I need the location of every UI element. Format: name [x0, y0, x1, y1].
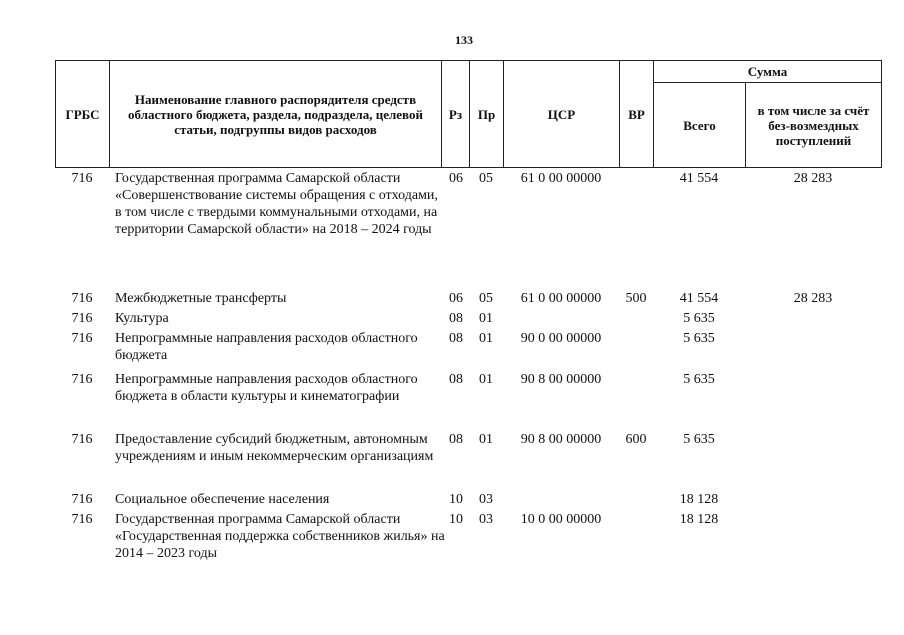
page-number: 133 [455, 33, 473, 47]
cell-grbs: 716 [71, 492, 93, 507]
cell-rz: 06 [449, 171, 463, 186]
cell-grbs: 716 [71, 331, 93, 346]
cell-pr: 05 [479, 171, 493, 186]
cell-name: Межбюджетные трансферты [115, 291, 287, 306]
cell-csr: 90 8 00 00000 [520, 432, 602, 447]
cell-rz: 08 [449, 331, 463, 346]
cell-csr: 61 0 00 00000 [520, 171, 602, 186]
cell-pr: 05 [479, 291, 493, 306]
header-vr: ВР [620, 61, 654, 168]
cell-total: 5 635 [683, 432, 715, 447]
cell-grbs: 716 [71, 372, 93, 387]
cell-name: Непрограммные направления расходов областного бюджета в области культуры и кинематографии [115, 372, 418, 404]
cell-name: Государственная программа Самарской области «Совершенствование системы обращения с отходами, в том числе с твердыми коммунальными отходами, на территории Самарской области» на 2018 – 2024 годы [115, 171, 438, 237]
cell-pr: 03 [479, 512, 493, 527]
cell-total: 5 635 [683, 311, 715, 326]
cell-name: Предоставление субсидий бюджетным, автономным учреждениям и иным некоммерческим организациям [115, 432, 434, 464]
cell-rz: 10 [449, 492, 463, 507]
cell-rz: 06 [449, 291, 463, 306]
cell-grbs: 716 [71, 311, 93, 326]
cell-pr: 03 [479, 492, 493, 507]
header-grbs: ГРБС [56, 61, 110, 168]
cell-total: 5 635 [683, 331, 715, 346]
cell-name: Непрограммные направления расходов областного бюджета [115, 331, 418, 363]
cell-rz: 08 [449, 311, 463, 326]
cell-pr: 01 [479, 331, 493, 346]
header-pr: Пр [470, 61, 504, 168]
cell-rz: 08 [449, 372, 463, 387]
cell-pr: 01 [479, 311, 493, 326]
cell-csr: 90 0 00 00000 [520, 331, 602, 346]
header-free: в том числе за счёт без-возмездных поступлений [746, 83, 882, 168]
cell-csr: 61 0 00 00000 [520, 291, 602, 306]
cell-grbs: 716 [71, 291, 93, 306]
header-total: Всего [654, 83, 746, 168]
cell-grbs: 716 [71, 171, 93, 186]
cell-name: Социальное обеспечение населения [115, 492, 330, 507]
cell-free: 28 283 [793, 171, 833, 186]
cell-total: 41 554 [679, 291, 719, 306]
cell-csr: 90 8 00 00000 [520, 372, 602, 387]
header-name: Наименование главного распорядителя средств областного бюджета, раздела, подраздела, целевой статьи, подгруппы видов расходов [110, 61, 442, 168]
cell-pr: 01 [479, 372, 493, 387]
header-csr: ЦСР [504, 61, 620, 168]
cell-total: 41 554 [679, 171, 719, 186]
cell-rz: 08 [449, 432, 463, 447]
header-rz: Рз [442, 61, 470, 168]
cell-pr: 01 [479, 432, 493, 447]
table-header [55, 60, 882, 168]
cell-total: 5 635 [683, 372, 715, 387]
cell-grbs: 716 [71, 512, 93, 527]
cell-vr: 500 [625, 291, 647, 306]
header-sum: Сумма [654, 61, 882, 83]
cell-name: Культура [115, 311, 169, 326]
cell-rz: 10 [449, 512, 463, 527]
cell-free: 28 283 [793, 291, 833, 306]
cell-vr: 600 [625, 432, 647, 447]
cell-grbs: 716 [71, 432, 93, 447]
cell-total: 18 128 [679, 512, 719, 527]
cell-name: Государственная программа Самарской области «Государственная поддержка собственников жилья» на 2014 – 2023 годы [115, 512, 445, 561]
cell-csr: 10 0 00 00000 [520, 512, 602, 527]
cell-total: 18 128 [679, 492, 719, 507]
